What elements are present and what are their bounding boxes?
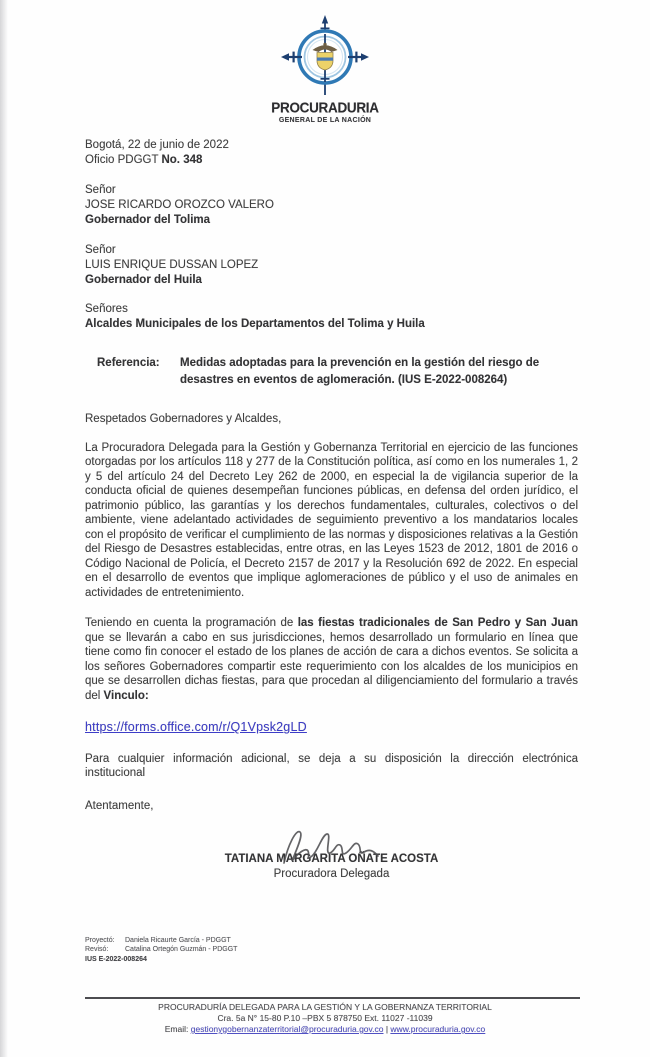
reference-label: Referencia: — [97, 357, 160, 370]
recipient-salutation: Señor — [85, 184, 116, 197]
oficio-prefix: Oficio PDGGT — [85, 154, 162, 167]
p2-bold-fiestas: las fiestas tradicionales de San Pedro y San Juan — [297, 617, 578, 630]
credit-reviso — [85, 945, 237, 954]
p2-bold-vinculo: Vinculo: — [103, 689, 149, 702]
footer-address: Cra. 5a N° 15-80 P.10 –PBX 5 878750 Ext. 11027 -11039 — [217, 1013, 433, 1023]
paragraph-2 — [85, 616, 578, 703]
credit-proyecto — [85, 936, 237, 945]
footer-separator: | — [383, 1024, 391, 1034]
forms-office-link[interactable]: https://forms.office.com/r/Q1Vpsk2gLD — [85, 720, 307, 735]
credit-value: Catalina Ortegón Guzmán - PDGGT — [125, 946, 238, 953]
recipient-salutation: Señores — [85, 303, 128, 316]
signatory-name: TATIANA MARGARITA OÑATE ACOSTA — [224, 853, 439, 866]
footer-org: PROCURADURÍA DELEGADA PARA LA GESTIÓN Y LA GOBERNANZA TERRITORIAL — [158, 1002, 492, 1012]
closing: Atentamente, — [85, 799, 154, 812]
recipient-alcaldes — [85, 302, 578, 332]
footer-contact — [0, 1024, 650, 1035]
credit-label: Revisó: — [85, 946, 109, 953]
reference-block — [97, 355, 578, 389]
signature-scribble-icon — [272, 825, 392, 867]
agency-name: PROCURADURIA — [271, 99, 379, 116]
greeting: Respetados Gobernadores y Alcaldes, — [85, 413, 282, 426]
recipient-tolima — [85, 183, 578, 228]
agency-subname: GENERAL DE LA NACIÓN — [278, 117, 372, 124]
signatory-role: Procuradora Delegada — [273, 868, 390, 881]
credit-label: Proyectó: — [85, 937, 115, 944]
recipient-role: Gobernador del Tolima — [85, 214, 211, 227]
p2-segment: que se llevarán a cabo en sus jurisdicciones, hemos desarrollado un formulario en línea que tiene como fin conocer el estado de los planes de acción de cara a dichos eventos. Se solicita a los señores Gobernadores compartir este requerimiento con los alcaldes de los municipios en que se desarrollen dichas fiestas, para que procedan al diligenciamiento del formulario a través del — [85, 631, 578, 702]
footer-email-label: Email: — [164, 1024, 191, 1034]
recipient-role: Gobernador del Huila — [85, 274, 202, 287]
paragraph-1: La Procuradora Delegada para la Gestión y Gobernanza Territorial en ejercicio de las funciones otorgadas por los artículos 118 y 277 de la Constitución política, así como en los numerales 1, 2 y 5 del artículo 24 del Decreto Ley 262 de 2000, en especial la de vigilancia superior de la conducta oficial de quienes desempeñan funciones públicas, en defensa del orden jurídico, el patrimonio público, las garantías y los derechos fundamentales, culturales, colectivos o del ambiente, viene adelantado actividades de seguimiento preventivo a los mandatarios locales con el propósito de verificar el cumplimiento de las normas y disposiciones relativas a la Gestión del Riesgo de Desastres establecidas, entre otras, en las Leyes 1523 de 2012, 1801 de 2016 o Código Nacional de Policía, el Decreto 2157 de 2017 y la Resolución 692 de 2022. En especial en el desarrollo de eventos que implique aglomeraciones de público y el uso de animales en actividades de entretenimiento. — [85, 441, 578, 599]
procuraduria-emblem-icon — [280, 14, 370, 98]
recipient-name: Alcaldes Municipales de los Departamentos del Tolima y Huila — [85, 318, 425, 331]
oficio-line — [85, 153, 578, 168]
footer-divider — [85, 997, 580, 999]
letter-header — [85, 138, 578, 168]
credit-value: Daniela Ricaurte García - PDGGT — [125, 937, 231, 944]
oficio-number: No. 348 — [161, 154, 203, 167]
ius-number: IUS E-2022-008264 — [85, 956, 147, 963]
p2-segment: Teniendo en cuenta la programación de — [85, 617, 298, 630]
recipient-salutation: Señor — [85, 244, 116, 257]
city-date: Bogotá, 22 de junio de 2022 — [85, 139, 229, 152]
agency-wordmark — [0, 100, 650, 125]
footer-website-link[interactable]: www.procuraduria.gov.co — [390, 1024, 486, 1034]
paragraph-3: Para cualquier información adicional, se deja a su disposición la dirección electrónica institucional — [85, 752, 578, 780]
agency-logo — [0, 0, 650, 125]
form-link-line — [85, 720, 578, 736]
recipient-name: JOSE RICARDO OROZCO VALERO — [85, 199, 274, 212]
credits-block — [85, 936, 237, 964]
reference-text: Medidas adoptadas para la prevención en la gestión del riesgo de desastres en eventos de aglomeración. (IUS E-2022-008264) — [180, 357, 540, 387]
letter-footer — [0, 997, 650, 1035]
recipient-huila — [85, 243, 578, 288]
letter-body — [0, 138, 650, 882]
recipient-name: LUIS ENRIQUE DUSSAN LOPEZ — [85, 259, 259, 272]
signature-block — [85, 825, 578, 882]
footer-email-link[interactable]: gestionygobernanzaterritorial@procuraduria.gov.co — [190, 1024, 384, 1034]
